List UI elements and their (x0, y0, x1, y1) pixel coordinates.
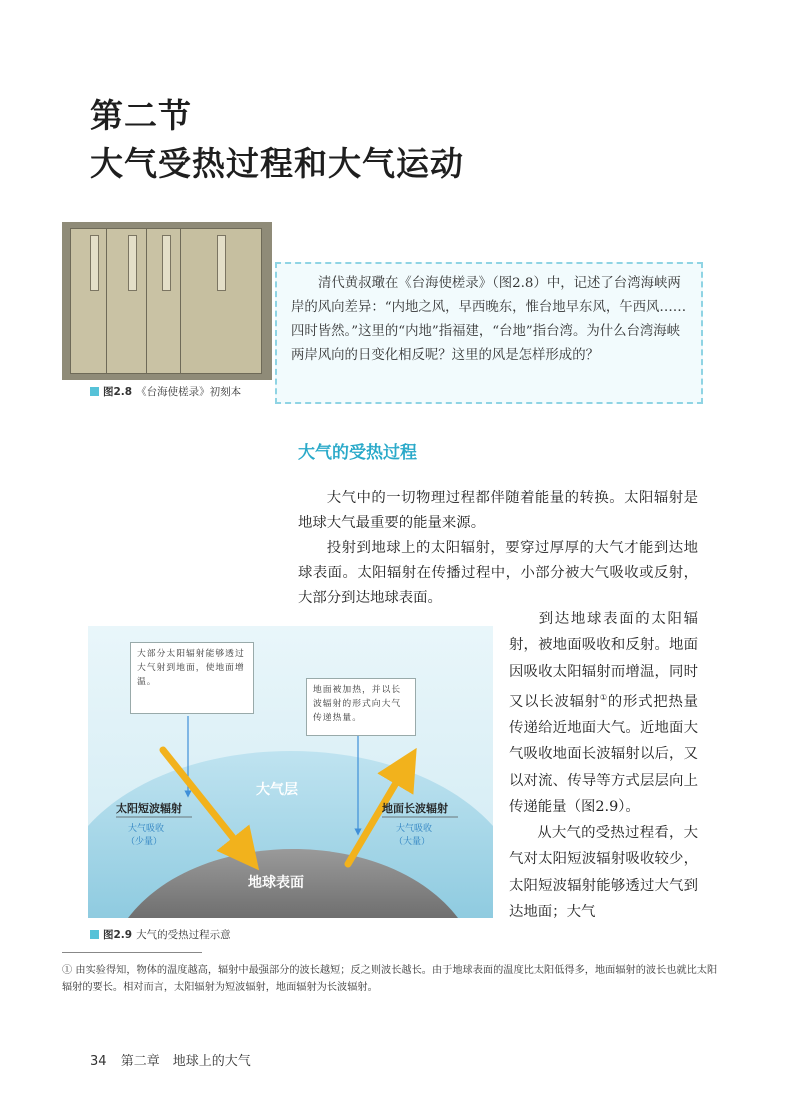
figure-2-9-caption (90, 927, 231, 942)
caption-text: 大气的受热过程示意 (136, 929, 231, 941)
section-number: 第二节 (90, 96, 192, 135)
page-number: 34 (90, 1054, 107, 1069)
caption-number: 图2.9 (103, 929, 133, 941)
paragraph: 到达地球表面的太阳辐射，被地面吸收和反射。地面因吸收太阳辐射而增温，同时又以长波辐射①的形式把热量传递给近地面大气。近地面大气吸收地面长波辐射以后，又以对流、传导等方式层层向上传递能量（图2.9）。 (509, 611, 698, 815)
body-text (298, 486, 698, 611)
heating-diagram (88, 626, 493, 918)
right-column-text (509, 606, 698, 925)
footnote-rule (62, 952, 202, 953)
chapter-title: 第二章 地球上的大气 (120, 1054, 251, 1069)
short-wave-amount: （少量） (126, 837, 163, 847)
footnote-marker: ① (599, 692, 608, 702)
long-wave-label: 地面长波辐射 (382, 802, 448, 815)
paragraph: 投射到地球上的太阳辐射，要穿过厚厚的大气才能到达地球表面。太阳辐射在传播过程中，小部分被大气吸收或反射，大部分到达地球表面。 (298, 540, 698, 606)
atmosphere-label: 大气层 (256, 782, 298, 798)
book-photo (62, 222, 272, 380)
page-footer (90, 1050, 251, 1069)
page-title: 大气受热过程和大气运动 (90, 144, 464, 183)
figure-2-8-caption (90, 384, 241, 399)
long-wave-absorb: 大气吸收 (396, 824, 433, 834)
short-wave-label: 太阳短波辐射 (116, 802, 182, 815)
paragraph: 从大气的受热过程看，大气对太阳短波辐射吸收较少，太阳短波辐射能够透过大气到达地面；大气 (509, 825, 698, 921)
footnote: ① 由实验得知，物体的温度越高，辐射中最强部分的波长越短；反之则波长越长。由于地球表面的温度比太阳低得多，地面辐射的波长也就比太阳辐射的要长。相对而言，太阳辐射为短波辐射，地面辐射为长波辐射。 (62, 965, 718, 993)
long-wave-amount: （大量） (394, 837, 431, 847)
caption-text: 《台海使槎录》初刻本 (136, 386, 242, 398)
section-heading: 大气的受热过程 (298, 443, 417, 463)
intro-text: 清代黄叔璥在《台海使槎录》（图2.8）中，记述了台湾海峡两岸的风向差异：“内地之风，早西晚东，惟台地早东风，午西风……四时皆然。”这里的“内地”指福建，“台地”指台湾。为什么台湾海峡两岸风向的日变化相反呢？这里的风是怎样形成的？ (291, 276, 687, 363)
intro-box (275, 262, 703, 404)
surface-label: 地球表面 (248, 875, 304, 891)
note-box-left: 大部分太阳辐射能够透过大气射到地面，使地面增温。 (130, 642, 254, 714)
paragraph: 大气中的一切物理过程都伴随着能量的转换。太阳辐射是地球大气最重要的能量来源。 (298, 490, 698, 531)
caption-number: 图2.8 (103, 386, 133, 398)
short-wave-absorb: 大气吸收 (128, 824, 165, 834)
note-box-right: 地面被加热，并以长波辐射的形式向大气传递热量。 (306, 678, 416, 736)
